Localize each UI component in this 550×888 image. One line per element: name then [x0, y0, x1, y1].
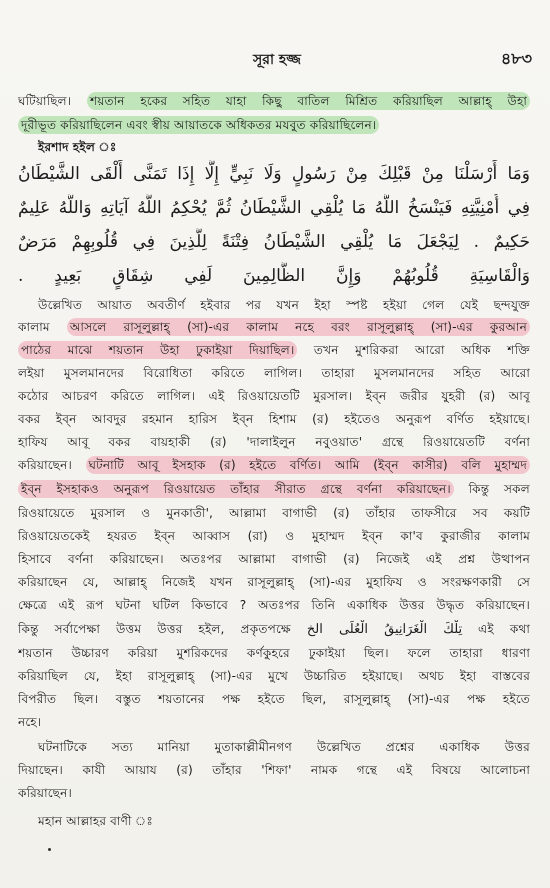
highlight-pink: পাঠের মাঝে শয়তান উহা ঢুকাইয়া দিয়াছিল। — [18, 341, 297, 359]
text-line: কঠোর আচরণ করিতে লাগিল। এই রিওয়ায়েতটি মুরসাল। ইব্‌ন জরীর যুহরী (র) আবূ — [18, 389, 530, 403]
text-line: নহে। — [18, 715, 42, 729]
highlight-green: দূরীভূত করিয়াছিলেন এবং স্বীয় আয়াতকে অধিকতর মযবুত করিয়াছিলেন। — [18, 116, 379, 134]
page-number: ৪৮৩ — [500, 49, 532, 68]
arabic-verse-line: فِي أُمْنِيَّتِهِ فَيَنْسَخُ اللَّهُ مَا يُلْقِي الشَّيْطَانُ ثُمَّ يُحْكِمُ اللَّهُ آيَاتِهِ وَاللَّهُ عَلِيمٌ — [18, 198, 530, 218]
text-line — [18, 318, 530, 336]
text-line: লইয়া মুসলমানদের বিরোধিতা করিতে লাগিল। তাহারা মুসলমানদের সহিত আরো — [18, 366, 530, 380]
text-span: কিন্তু সকল — [453, 482, 530, 496]
ink-dot — [48, 848, 51, 851]
text-line — [18, 116, 530, 134]
arabic-inline-quote: تِلْكَ الْغَرَانِيقُ الْعُلَى الخ — [306, 622, 463, 637]
text-line — [18, 480, 530, 498]
text-line: ঘটনাটিকে সত্য মানিয়া মুতাকাল্লীমীনগণ উল্লেখিত প্রশ্নের একাধিক উত্তর — [38, 740, 530, 754]
surah-title: সূরা হজ্জ — [253, 52, 301, 68]
highlight-green: শয়তান হকের সহিত যাহা কিছু বাতিল মিশ্রিত করিয়াছিল আল্লাহ্‌ উহা — [87, 92, 530, 110]
highlight-pink: আসলে রাসূলুল্লাহ্‌ (সা)-এর কালাম নহে বরং রাসূলুল্লাহ্‌ (সা)-এর কুরআন — [67, 318, 530, 336]
text-line — [18, 92, 530, 110]
highlight-pink: ঘটনাটি আবূ ইসহাক (র) হইতে বর্ণিত। আমি (ইব্‌ন কাসীর) বলি মুহাম্মদ — [86, 456, 530, 474]
arabic-verse-line: وَمَا أَرْسَلْنَا مِنْ قَبْلِكَ مِنْ رَسُولٍ وَلَا نَبِيٍّ إِلَّا إِذَا تَمَنَّى أَلْقَى الشَّيْطَانُ — [18, 164, 530, 184]
text-line — [18, 620, 530, 639]
text-line: রিওয়ায়েতকেই হযরত ইব্‌ন আব্বাস (রা) ও মুহাম্মদ ইব্‌ন কা'ব কুরাজীর কালাম — [18, 529, 530, 543]
text-span: এই কথা — [462, 622, 530, 636]
text-span: কিন্তু সর্বাপেক্ষা উত্তম উত্তর হইল, প্রকৃতপক্ষে — [18, 622, 307, 636]
highlight-pink: ইব্‌ন ইসহাকও অনুরূপ রিওয়ায়েত তাঁহার সীরাত গ্রন্থে বর্ণনা করিয়াছেন। — [18, 480, 454, 498]
arabic-verse-line: وَالْقَاسِيَةِ قُلُوبُهُمْ وَإِنَّ الظَّالِمِينَ لَفِي شِقَاقٍ بَعِيدٍ . — [18, 266, 530, 286]
text-line: হিসাবে বর্ণনা করিয়াছেন। অতঃপর আল্লামা বাগাভী (র) নিজেই এই প্রশ্ন উত্থাপন — [18, 552, 530, 566]
text-line: বকর ইব্‌ন আবদুর রহমান হারিস ইব্‌ন হিশাম (র) হইতেও অনুরূপ বর্ণিত হইয়াছে। — [18, 412, 530, 426]
text-line: শয়তান উচ্চারণ করিয়া মুশরিকদের কর্ণকুহরে ঢুকাইয়া ছিল। ফলে তাহারা ধারণা — [18, 646, 530, 660]
arabic-verse-line: حَكِيمٌ . لِيَجْعَلَ مَا يُلْقِي الشَّيْطَانُ فِتْنَةً لِلَّذِينَ فِي قُلُوبِهِمْ مَرَضٌ — [18, 232, 530, 252]
text-line: উল্লেখিত আয়াত অবতীর্ণ হইবার পর যখন ইহা স্পষ্ট হইয়া গেল যেই ছন্দযুক্ত — [38, 298, 530, 312]
text-span: তখন মুশরিকরা আরো অধিক শক্তি — [297, 343, 530, 357]
text-line: হাফিয আবূ বকর বায়হাকী (র) 'দালাইলুন নবুওয়াত' গ্রন্থে রিওয়ায়েতটি বর্ণনা — [18, 435, 530, 449]
text-line: করিয়াছিল যে, ইহা রাসূলুল্লাহ্‌ (সা)-এর মুখে উচ্চারিত হইয়াছে। অথচ ইহা বাস্তবের — [18, 669, 530, 683]
text-span: করিয়াছেন। — [18, 458, 86, 472]
text-line — [18, 456, 530, 474]
text-line — [18, 341, 530, 359]
text-span: ঘটিয়াছিল। — [18, 94, 87, 108]
text-line: দিয়াছেন। কাযী আয়ায (র) তাঁহার 'শিফা' নামক গন্থে এই বিষয়ে আলোচনা — [18, 763, 530, 777]
text-line: বিপরীত ছিল। বস্তুত শয়তানের পক্ষ হইতে ছিল, রাসূলুল্লাহ্‌ (সা)-এর পক্ষ হইতে — [18, 692, 530, 706]
page-header — [18, 44, 536, 70]
text-line: করিয়াছেন। — [18, 786, 72, 800]
text-line: রিওয়ায়েতে মুরসাল ও মুনকাতী', আল্লামা বাগাভী (র) তাঁহার তাফসীরে সব কয়টি — [18, 506, 530, 520]
irshad-heading: ইরশাদ হইল ঃ — [38, 140, 117, 154]
closing-line: মহান আল্লাহর বাণী ঃ — [38, 814, 153, 828]
text-line: ক্ষেত্রে এই রূপ ঘটনা ঘটিল কিভাবে ? অতঃপর তিনি একাধিক উত্তর উদ্ধৃত করিয়াছেন। — [18, 598, 530, 612]
text-span: কালাম — [18, 320, 67, 334]
text-line: করিয়াছেন যে, আল্লাহ্‌ নিজেই যখন রাসূলুল্লাহ্‌ (সা)-এর মুহাফিয ও সংরক্ষণকারী সে — [18, 575, 530, 589]
